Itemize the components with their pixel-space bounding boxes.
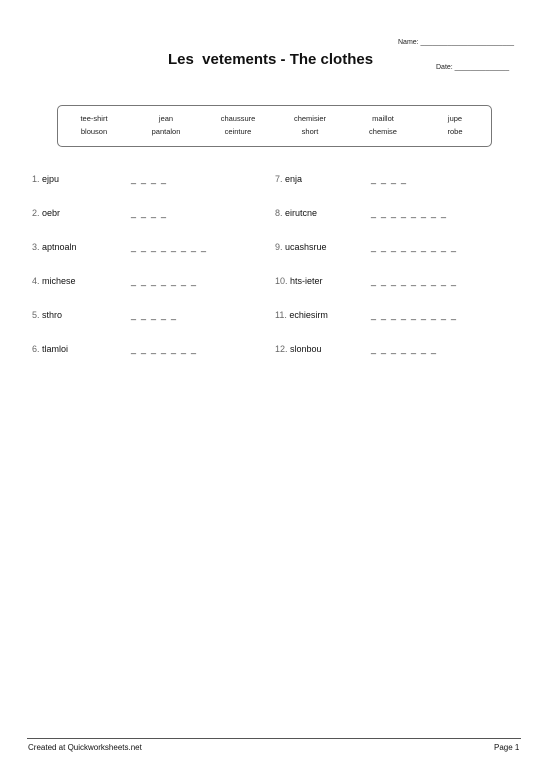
scramble-item [32, 344, 68, 354]
word-bank-word: chaussure [220, 114, 256, 123]
word-bank-word: chemisier [293, 114, 327, 123]
scrambled-word: slonbou [290, 344, 322, 354]
scrambled-word: oebr [42, 208, 61, 218]
item-number: 7. [275, 174, 283, 184]
scramble-item [32, 174, 59, 184]
word-bank-row [58, 127, 491, 139]
word-bank-word: robe [447, 127, 463, 136]
answer-blanks[interactable]: _ _ _ _ [131, 208, 167, 218]
scrambled-word: michese [42, 276, 76, 286]
item-number: 10. [275, 276, 288, 286]
item-number: 1. [32, 174, 40, 184]
scramble-item [32, 310, 62, 320]
word-bank-word: jean [158, 114, 174, 123]
scramble-item [275, 208, 317, 218]
word-bank-word: jupe [447, 114, 463, 123]
scramble-item [275, 242, 327, 252]
answer-blanks[interactable]: _ _ _ _ _ _ _ _ _ [371, 276, 457, 286]
date-field-label: Date: ______________ [436, 64, 510, 71]
scramble-item [275, 276, 323, 286]
answer-blanks[interactable]: _ _ _ _ _ _ _ _ [371, 208, 447, 218]
word-bank-word: maillot [372, 114, 394, 123]
scrambled-word: aptnoaln [42, 242, 77, 252]
answer-blanks[interactable]: _ _ _ _ _ _ _ [131, 344, 197, 354]
footer-credit: Created at Quickworksheets.net [28, 743, 142, 752]
answer-blanks[interactable]: _ _ _ _ _ [131, 310, 177, 320]
scramble-item [275, 174, 302, 184]
scramble-item [275, 344, 322, 354]
answer-blanks[interactable]: _ _ _ _ [131, 174, 167, 184]
scrambled-word: eirutcne [285, 208, 318, 218]
scramble-item [275, 310, 328, 320]
scrambled-word: ucashsrue [285, 242, 327, 252]
item-number: 5. [32, 310, 40, 320]
word-bank [57, 105, 492, 147]
item-number: 6. [32, 344, 40, 354]
scrambled-word: ejpu [42, 174, 60, 184]
answer-blanks[interactable]: _ _ _ _ _ _ _ [371, 344, 437, 354]
scrambled-word: echiesirm [289, 310, 328, 320]
word-bank-word: tee-shirt [80, 114, 108, 123]
item-number: 9. [275, 242, 283, 252]
scramble-item [32, 208, 60, 218]
name-field-label: Name: ________________________ [398, 39, 514, 46]
word-bank-row [58, 114, 491, 126]
page-title: Les vetements - The clothes [168, 51, 374, 68]
item-number: 12. [275, 344, 288, 354]
word-bank-word: blouson [80, 127, 108, 136]
page-number: Page 1 [494, 743, 520, 752]
word-bank-word: short [301, 127, 319, 136]
footer-divider [27, 738, 521, 739]
word-bank-word: chemise [369, 127, 397, 136]
item-number: 2. [32, 208, 40, 218]
answer-blanks[interactable]: _ _ _ _ _ _ _ _ _ [371, 242, 457, 252]
scramble-item [32, 242, 77, 252]
word-bank-word: ceinture [224, 127, 252, 136]
item-number: 4. [32, 276, 40, 286]
word-bank-word: pantalon [151, 127, 181, 136]
answer-blanks[interactable]: _ _ _ _ _ _ _ _ _ [371, 310, 457, 320]
answer-blanks[interactable]: _ _ _ _ _ _ _ [131, 276, 197, 286]
scrambled-word: enja [285, 174, 303, 184]
item-number: 8. [275, 208, 283, 218]
answer-blanks[interactable]: _ _ _ _ _ _ _ _ [131, 242, 207, 252]
scramble-item [32, 276, 76, 286]
answer-blanks[interactable]: _ _ _ _ [371, 174, 407, 184]
item-number: 3. [32, 242, 40, 252]
scrambled-word: tlamloi [42, 344, 69, 354]
scrambled-word: sthro [42, 310, 63, 320]
item-number: 11. [275, 310, 287, 320]
scrambled-word: hts-ieter [290, 276, 323, 286]
